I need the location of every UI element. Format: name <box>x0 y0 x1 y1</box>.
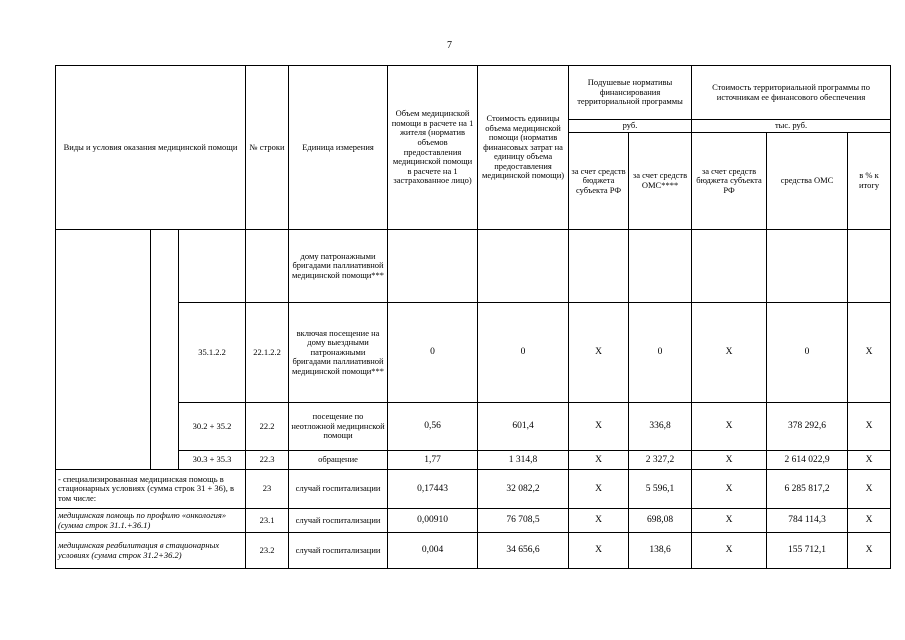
volume-cell: 0,17443 <box>388 470 478 509</box>
percent-cell: Х <box>848 403 891 451</box>
oms-percapita-cell: 336,8 <box>629 403 692 451</box>
table-row <box>56 470 891 509</box>
oms-percapita-cell: 0 <box>629 303 692 403</box>
header-row-number: № строки <box>246 66 289 230</box>
header-percapita: Подушевые нормативы финансирования территориальной программы <box>569 66 692 120</box>
header-oms-total: средства ОМС <box>767 133 848 230</box>
budget-total-cell: Х <box>692 403 767 451</box>
oms-percapita-cell: 138,6 <box>629 533 692 569</box>
header-unit-cost: Стоимость единицы объема медицинской помощи (норматив финансовых затрат на единицу объема предоставления медицинской помощи) <box>478 66 569 230</box>
cost-cell: 32 082,2 <box>478 470 569 509</box>
percent-cell: Х <box>848 303 891 403</box>
budget-total-cell: Х <box>692 533 767 569</box>
budget-total-cell: Х <box>692 509 767 533</box>
table-row <box>56 509 891 533</box>
header-volume: Объем медицинской помощи в расчете на 1 жителя (норматив объемов предоставления медицинской помощи в расчете на 1 застрахованное лицо) <box>388 66 478 230</box>
table-row <box>56 303 891 403</box>
percent-cell: Х <box>848 509 891 533</box>
service-label-cell: медицинская помощь по профилю «онкология» (сумма строк 31.1.+36.1) <box>56 509 246 533</box>
page-number: 7 <box>447 40 452 51</box>
cost-cell: 601,4 <box>478 403 569 451</box>
volume-cell: 0,56 <box>388 403 478 451</box>
table-row <box>56 230 891 303</box>
unit-cell: дому патронажными бригадами паллиативной медицинской помощи*** <box>289 230 388 303</box>
oms-total-cell: 155 712,1 <box>767 533 848 569</box>
header-budget-total: за счет средств бюджета субъекта РФ <box>692 133 767 230</box>
budget-percapita-cell: Х <box>569 470 629 509</box>
merged-blank-cell <box>151 230 179 470</box>
oms-total-cell: 2 614 022,9 <box>767 451 848 470</box>
header-unit: Единица измерения <box>289 66 388 230</box>
cost-cell: 0 <box>478 303 569 403</box>
table-row <box>56 533 891 569</box>
budget-percapita-cell: Х <box>569 533 629 569</box>
formula-cell: 30.3 + 35.3 <box>179 451 246 470</box>
cost-cell: 34 656,6 <box>478 533 569 569</box>
volume-cell: 0,004 <box>388 533 478 569</box>
service-label-cell: медицинская реабилитация в стационарных условиях (сумма строк 31.2+36.2) <box>56 533 246 569</box>
oms-percapita-cell: 5 596,1 <box>629 470 692 509</box>
table-row <box>56 403 891 451</box>
unit-cell: случай госпитализации <box>289 509 388 533</box>
percent-cell: Х <box>848 533 891 569</box>
unit-cell: случай госпитализации <box>289 470 388 509</box>
merged-blank-cell <box>56 230 151 470</box>
cost-cell: 76 708,5 <box>478 509 569 533</box>
table-row <box>56 451 891 470</box>
volume-cell: 0,00910 <box>388 509 478 533</box>
formula-cell: 35.1.2.2 <box>179 303 246 403</box>
header-oms-percapita: за счет средств ОМС**** <box>629 133 692 230</box>
unit-cell: обращение <box>289 451 388 470</box>
row-number-cell: 22.1.2.2 <box>246 303 289 403</box>
header-unit-rub: руб. <box>569 120 692 133</box>
percent-cell: Х <box>848 451 891 470</box>
row-number-cell: 23 <box>246 470 289 509</box>
unit-cell: случай госпитализации <box>289 533 388 569</box>
header-row-1 <box>56 66 891 120</box>
header-unit-thous-rub: тыс. руб. <box>692 120 891 133</box>
volume-cell: 1,77 <box>388 451 478 470</box>
unit-cell: посещение по неотложной медицинской помощи <box>289 403 388 451</box>
budget-total-cell: Х <box>692 470 767 509</box>
unit-cell: включая посещение на дому выездными патронажными бригадами паллиативной медицинской помощи*** <box>289 303 388 403</box>
oms-total-cell: 6 285 817,2 <box>767 470 848 509</box>
row-number-cell <box>246 230 289 303</box>
oms-percapita-cell: 698,08 <box>629 509 692 533</box>
service-label-cell: - специализированная медицинская помощь в стационарных условиях (сумма строк 31 + 36), в том числе: <box>56 470 246 509</box>
row-number-cell: 22.3 <box>246 451 289 470</box>
row-number-cell: 23.1 <box>246 509 289 533</box>
header-service-type: Виды и условия оказания медицинской помощи <box>56 66 246 230</box>
volume-cell: 0 <box>388 303 478 403</box>
row-number-cell: 23.2 <box>246 533 289 569</box>
formula-cell <box>179 230 246 303</box>
cost-cell: 1 314,8 <box>478 451 569 470</box>
header-budget-percapita: за счет средств бюджета субъекта РФ <box>569 133 629 230</box>
header-territorial-cost: Стоимость территориальной программы по источникам ее финансового обеспечения <box>692 66 891 120</box>
budget-total-cell: Х <box>692 451 767 470</box>
budget-percapita-cell: Х <box>569 303 629 403</box>
financing-table <box>55 65 891 569</box>
row-number-cell: 22.2 <box>246 403 289 451</box>
budget-percapita-cell: Х <box>569 451 629 470</box>
percent-cell: Х <box>848 470 891 509</box>
budget-total-cell: Х <box>692 303 767 403</box>
budget-percapita-cell: Х <box>569 403 629 451</box>
header-percent: в % к итогу <box>848 133 891 230</box>
oms-total-cell: 784 114,3 <box>767 509 848 533</box>
oms-percapita-cell: 2 327,2 <box>629 451 692 470</box>
formula-cell: 30.2 + 35.2 <box>179 403 246 451</box>
oms-total-cell: 0 <box>767 303 848 403</box>
budget-percapita-cell: Х <box>569 509 629 533</box>
oms-total-cell: 378 292,6 <box>767 403 848 451</box>
